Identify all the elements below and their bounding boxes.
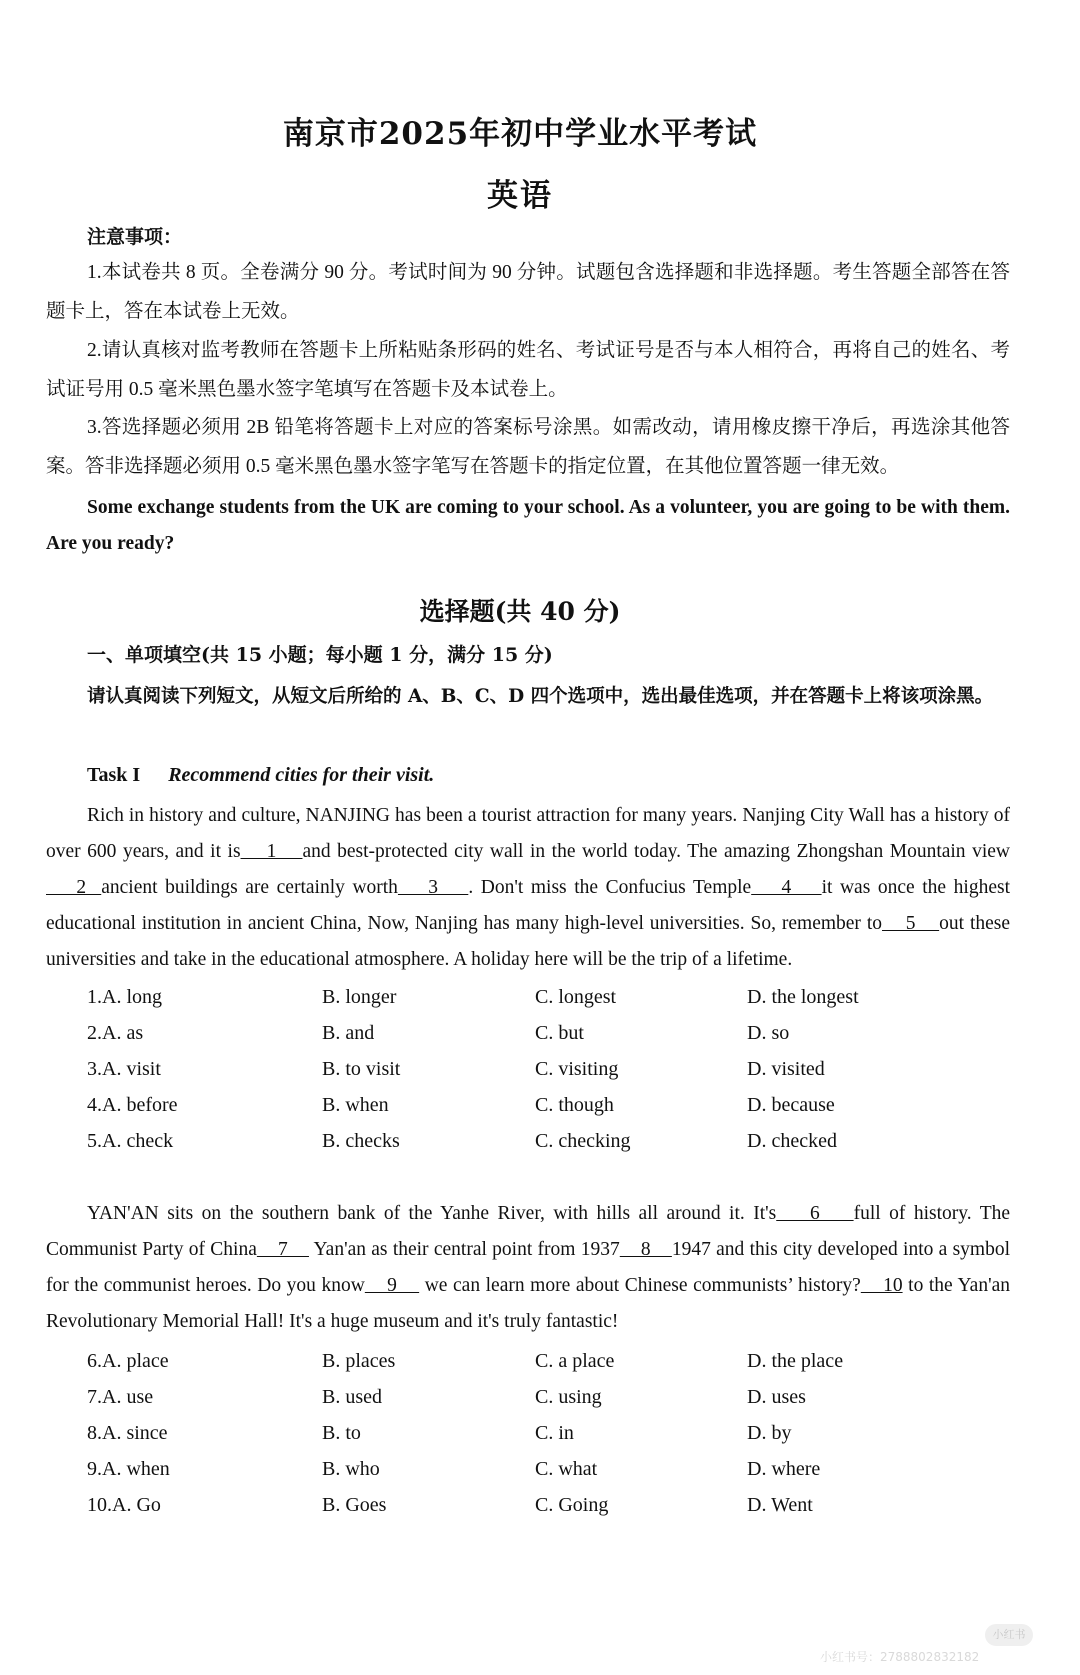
question-row: [87, 986, 987, 1022]
option: B. who: [322, 1458, 380, 1480]
option: C. in: [535, 1422, 574, 1444]
question-row: [87, 1058, 987, 1094]
passage-text: 1947 and this city developed into a symbol for the communist heroes. Do you know: [46, 1239, 1011, 1296]
option: C. what: [535, 1458, 598, 1480]
passage-text: Rich in history and culture, NANJING has been a tourist attraction for many years. Nanjing City Wall has a history of over 600 years, and it is: [46, 805, 1010, 862]
task-label: Task I: [87, 764, 141, 786]
watermark-logo: 小红书: [985, 1624, 1033, 1646]
notice-heading: 注意事项：: [87, 226, 183, 248]
blank-9: 9: [364, 1275, 420, 1296]
option: C. using: [535, 1386, 602, 1408]
option: B. Goes: [322, 1494, 387, 1516]
blank-10: 10: [860, 1275, 903, 1296]
option: B. to: [322, 1422, 361, 1444]
watermark-text: 小红书号：2788802832182: [820, 1650, 980, 1664]
part-instruction: 请认真阅读下列短文，从短文后所给的 A、B、C、D 四个选项中，选出最佳选项，并在答题卡上将该项涂黑。: [87, 686, 994, 707]
option: 5.A. check: [87, 1130, 174, 1152]
option: 10.A. Go: [87, 1494, 161, 1516]
passage-nanjing: [46, 798, 1010, 978]
blank-4: 4: [751, 877, 822, 898]
option: D. because: [747, 1094, 835, 1116]
intro-text: Some exchange students from the UK are coming to your school. As a volunteer, you are going to be with them. Are you ready?: [46, 497, 1010, 554]
option: 3.A. visit: [87, 1058, 161, 1080]
passage-text: full of history. The Communist Party of China: [46, 1203, 1011, 1260]
question-row: [87, 1350, 987, 1386]
notice-item-3: 3.答选择题必须用 2B 铅笔将答题卡上对应的答案标号涂黑。如需改动，请用橡皮擦干净后，再选涂其他答案。答非选择题必须用 0.5 毫米黑色墨水签字笔写在答题卡的指定位置，在其他位置答题一律无效。: [46, 417, 1010, 477]
option: C. Going: [535, 1494, 609, 1516]
option: C. visiting: [535, 1058, 619, 1080]
blank-7: 7: [256, 1239, 309, 1260]
option: B. to visit: [322, 1058, 401, 1080]
option: 1.A. long: [87, 986, 162, 1008]
blank-3: 3: [397, 877, 469, 898]
option: D. checked: [747, 1130, 837, 1152]
task-heading: [87, 764, 434, 787]
section-title: 选择题(共 40 分): [419, 597, 621, 626]
option: D. so: [747, 1022, 790, 1044]
exam-subject: 英语: [487, 178, 553, 214]
option: C. though: [535, 1094, 614, 1116]
option: D. the place: [747, 1350, 844, 1372]
option: D. Went: [747, 1494, 813, 1516]
option: D. the longest: [747, 986, 859, 1008]
option: B. when: [322, 1094, 389, 1116]
option: 8.A. since: [87, 1422, 168, 1444]
passage-text: ancient buildings are certainly worth: [101, 877, 398, 898]
task-subtitle: Recommend cities for their visit.: [168, 764, 435, 786]
option: 6.A. place: [87, 1350, 169, 1372]
options-group-1: [87, 986, 987, 1166]
option: B. longer: [322, 986, 397, 1008]
passage-text: we can learn more about Chinese communists’ history?: [419, 1275, 861, 1296]
option: 9.A. when: [87, 1458, 170, 1480]
question-row: [87, 1022, 987, 1058]
passage-text: Yan'an as their central point from 1937: [308, 1239, 620, 1260]
option: D. visited: [747, 1058, 825, 1080]
passage-text: to the Yan'an Revolutionary Memorial Hall! It's a huge museum and it's truly fantastic!: [46, 1275, 1011, 1332]
part-title: 一、单项填空(共 15 小题；每小题 1 分，满分 15 分): [87, 644, 553, 666]
option: B. used: [322, 1386, 382, 1408]
passage-text: out these universities and take in the educational atmosphere. A holiday here will be the trip of a lifetime.: [46, 913, 1011, 970]
option: 2.A. as: [87, 1022, 144, 1044]
option: C. a place: [535, 1350, 615, 1372]
question-row: [87, 1386, 987, 1422]
blank-5: 5: [882, 913, 940, 934]
question-row: [87, 1494, 987, 1530]
option: D. where: [747, 1458, 821, 1480]
notice-item-2: 2.请认真核对监考教师在答题卡上所粘贴条形码的姓名、考试证号是否与本人相符合，再将自己的姓名、考试证号用 0.5 毫米黑色墨水签字笔填写在答题卡及本试卷上。: [46, 340, 1010, 400]
option: B. checks: [322, 1130, 400, 1152]
option: D. by: [747, 1422, 792, 1444]
blank-6: 6: [776, 1203, 854, 1224]
exam-title: 南京市2025年初中学业水平考试: [282, 116, 758, 152]
option: D. uses: [747, 1386, 806, 1408]
options-group-2: [87, 1350, 987, 1530]
notice-item-1: 1.本试卷共 8 页。全卷满分 90 分。考试时间为 90 分钟。试题包含选择题和非选择题。考生答题全部答在答题卡上，答在本试卷上无效。: [46, 262, 1010, 322]
option: 7.A. use: [87, 1386, 154, 1408]
passage-yanan: [46, 1196, 1010, 1340]
blank-1: 1: [240, 841, 303, 862]
option: B. places: [322, 1350, 396, 1372]
blank-8: 8: [619, 1239, 672, 1260]
option: C. but: [535, 1022, 584, 1044]
passage-text: and best-protected city wall in the world today. The amazing Zhongshan Mountain view: [302, 841, 1010, 862]
option: C. longest: [535, 986, 617, 1008]
option: C. checking: [535, 1130, 631, 1152]
passage-text: it was once the highest educational institution in ancient China, Now, Nanjing has many high-level universities. So, remember to: [46, 877, 1010, 934]
passage-text: . Don't miss the Confucius Temple: [468, 877, 752, 898]
question-row: [87, 1458, 987, 1494]
option: 4.A. before: [87, 1094, 178, 1116]
question-row: [87, 1094, 987, 1130]
passage-text: YAN'AN sits on the southern bank of the Yanhe River, with hills all around it. It's: [87, 1203, 777, 1224]
option: B. and: [322, 1022, 375, 1044]
blank-2: 2: [46, 877, 102, 898]
question-row: [87, 1130, 987, 1166]
question-row: [87, 1422, 987, 1458]
